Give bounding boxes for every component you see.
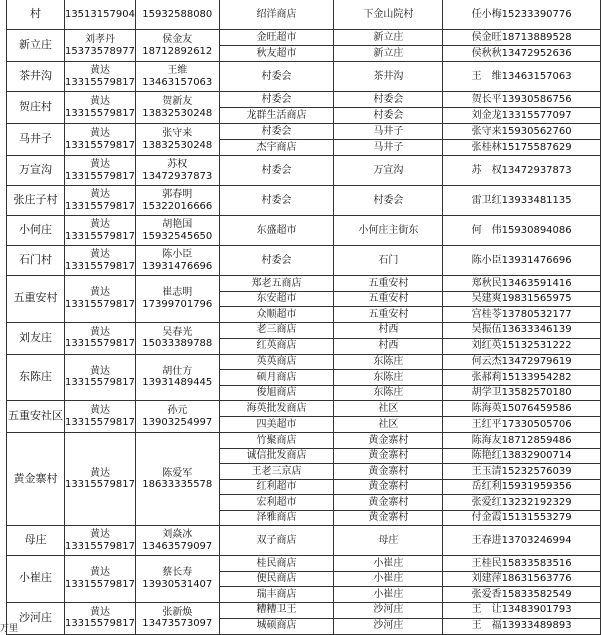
shop-owner-phone-cell: 张守来15930562760 <box>443 124 601 140</box>
table-row <box>7 216 601 246</box>
shop-location-cell: 黄金寨村 <box>334 448 443 464</box>
shop-owner-phone-cell: 陈小臣13931476696 <box>443 246 601 276</box>
shop-name-cell: 村委会 <box>219 62 334 92</box>
shop-location-cell: 村委会 <box>334 92 443 108</box>
liaison-contact-cell: 张守来 13832530248 <box>135 124 219 156</box>
shop-name-cell: 王老三京店 <box>219 464 334 480</box>
shop-name-cell: 海英批发商店 <box>219 401 334 417</box>
shop-name-cell: 众顺超市 <box>219 307 334 323</box>
shop-name-cell: 村委会 <box>219 124 334 140</box>
liaison-contact-cell: 张新焕 13473573097 <box>135 602 219 634</box>
village-name-cell: 小崔庄 <box>7 556 65 603</box>
shop-name-cell: 竹聚商店 <box>219 433 334 449</box>
shop-location-cell: 黄金寨村 <box>334 433 443 449</box>
shop-owner-phone-cell: 侯金旺18713889528 <box>443 30 601 46</box>
shop-name-cell: 泽雅商店 <box>219 510 334 526</box>
liaison-contact-cell: 孙元 13903254997 <box>135 401 219 433</box>
liaison-contact-cell: 苏权 13472937873 <box>135 156 219 186</box>
shop-name-cell: 英英商店 <box>219 354 334 370</box>
shop-owner-phone-cell: 郑秋民13463591416 <box>443 276 601 292</box>
leader-contact-cell: 黄达 13315579817 <box>64 246 135 276</box>
village-name-cell: 刘友庄 <box>7 322 65 354</box>
leader-contact-cell: 黄达 13315579817 <box>64 186 135 216</box>
leader-contact-cell: 黄达 13315579817 <box>64 401 135 433</box>
shop-owner-phone-cell: 王春进13703246994 <box>443 526 601 556</box>
village-name-cell: 张庄子村 <box>7 186 65 216</box>
shop-owner-phone-cell: 何 伟15930894086 <box>443 216 601 246</box>
shop-name-cell: 硕月商店 <box>219 370 334 386</box>
shop-name-cell: 郑老五商店 <box>219 276 334 292</box>
shop-owner-phone-cell: 吴振伍13633346139 <box>443 322 601 338</box>
leader-contact-cell: 刘孝丹 15373578977 <box>64 30 135 62</box>
leader-contact-cell: 黄达 13315579817 <box>64 156 135 186</box>
shop-location-cell: 东陈庄 <box>334 385 443 401</box>
leader-contact-cell: 黄达 13315579817 <box>64 322 135 354</box>
village-name-cell: 马井子 <box>7 124 65 156</box>
shop-location-cell: 五重安村 <box>334 276 443 292</box>
shop-owner-phone-cell: 雷卫红13933481135 <box>443 186 601 216</box>
village-name-cell: 小何庄 <box>7 216 65 246</box>
shop-location-cell: 新立庄 <box>334 46 443 62</box>
leader-contact-cell: 黄达 13315579817 <box>64 92 135 124</box>
shop-owner-phone-cell: 岳红利15931959356 <box>443 479 601 495</box>
shop-owner-phone-cell: 胡学卫13582570180 <box>443 385 601 401</box>
table-row <box>7 186 601 216</box>
shop-location-cell: 马井子 <box>334 140 443 156</box>
village-name-cell: 万宣沟 <box>7 156 65 186</box>
shop-location-cell: 社区 <box>334 401 443 417</box>
shop-name-cell: 东安超市 <box>219 291 334 307</box>
leader-contact-cell: 黄达 13315579817 <box>64 276 135 323</box>
shop-name-cell: 村委会 <box>219 156 334 186</box>
shop-owner-phone-cell: 陈海英15076459586 <box>443 401 601 417</box>
leader-contact-cell: 黄达 13315579817 <box>64 433 135 526</box>
table-row <box>7 0 601 30</box>
village-name-cell: 沙河庄 <box>7 602 65 634</box>
table-row <box>7 433 601 449</box>
shop-location-cell: 沙河庄 <box>334 618 443 634</box>
table-row <box>7 322 601 338</box>
shop-location-cell: 母庄 <box>334 526 443 556</box>
liaison-contact-cell: 侯金友 18712892612 <box>135 30 219 62</box>
leader-contact-cell: 黄达 13315579817 <box>64 62 135 92</box>
shop-owner-phone-cell: 付金霞15131553279 <box>443 510 601 526</box>
village-name-cell: 石门村 <box>7 246 65 276</box>
shop-name-cell: 瑞丰商店 <box>219 587 334 603</box>
liaison-contact-cell: 陈爱军 18633335578 <box>135 433 219 526</box>
liaison-contact-cell: 蔡长寿 13930531407 <box>135 556 219 603</box>
left-edge-text: 万里 <box>0 624 19 634</box>
shop-owner-phone-cell: 王桂民15833583516 <box>443 556 601 572</box>
shop-owner-phone-cell: 刘红英15132531222 <box>443 338 601 354</box>
shop-owner-phone-cell: 王玉清15232576039 <box>443 464 601 480</box>
table-row <box>7 401 601 417</box>
shop-owner-phone-cell: 陈艳红13832900714 <box>443 448 601 464</box>
liaison-contact-cell: 崔志明 17399701796 <box>135 276 219 323</box>
shop-owner-phone-cell: 王红平17330505706 <box>443 417 601 433</box>
leader-contact-cell: 黄达 13315579817 <box>64 602 135 634</box>
shop-name-cell: 宏利超市 <box>219 495 334 511</box>
liaison-contact-cell: 王维 13463157063 <box>135 62 219 92</box>
shop-location-cell: 黄金寨村 <box>334 464 443 480</box>
shop-name-cell: 村委会 <box>219 246 334 276</box>
shop-owner-phone-cell: 张桂林15175587629 <box>443 140 601 156</box>
shop-location-cell: 社区 <box>334 417 443 433</box>
shop-location-cell: 万宣沟 <box>334 156 443 186</box>
liaison-contact-cell: 郭春明 15322016666 <box>135 186 219 216</box>
village-name-cell: 村 <box>7 0 65 30</box>
shop-location-cell: 小崔庄 <box>334 587 443 603</box>
shop-owner-phone-cell: 宫桂苓13780532177 <box>443 307 601 323</box>
village-name-cell: 母庄 <box>7 526 65 556</box>
table-body <box>7 0 601 634</box>
table-row <box>7 30 601 46</box>
shop-location-cell: 村西 <box>334 322 443 338</box>
shop-owner-phone-cell: 张郝莉15133954282 <box>443 370 601 386</box>
leader-contact-cell: 黄达 13315579817 <box>64 354 135 401</box>
shop-location-cell: 村西 <box>334 338 443 354</box>
shop-location-cell: 新立庄 <box>334 30 443 46</box>
village-contact-table <box>6 0 601 635</box>
shop-owner-phone-cell: 贺长平13930586756 <box>443 92 601 108</box>
shop-name-cell: 村委会 <box>219 92 334 108</box>
shop-name-cell: 俊旭商店 <box>219 385 334 401</box>
shop-owner-phone-cell: 王 福13933489893 <box>443 618 601 634</box>
liaison-contact-cell: 胡艳国 15932545650 <box>135 216 219 246</box>
shop-name-cell: 杰宇商店 <box>219 140 334 156</box>
shop-owner-phone-cell: 陈海友18712859486 <box>443 433 601 449</box>
shop-name-cell: 村委会 <box>219 186 334 216</box>
shop-location-cell: 石门 <box>334 246 443 276</box>
shop-location-cell: 村委会 <box>334 186 443 216</box>
leader-contact-cell: 黄达 13315579817 <box>64 124 135 156</box>
table-row <box>7 156 601 186</box>
village-name-cell: 五重安村 <box>7 276 65 323</box>
table-row <box>7 276 601 292</box>
table-row <box>7 526 601 556</box>
shop-owner-phone-cell: 王 维13463157063 <box>443 62 601 92</box>
shop-owner-phone-cell: 刘金龙13315577097 <box>443 108 601 124</box>
table-row <box>7 556 601 572</box>
shop-name-cell: 诚信批发商店 <box>219 448 334 464</box>
shop-name-cell: 东盛超市 <box>219 216 334 246</box>
shop-owner-phone-cell: 侯秋秋13472952636 <box>443 46 601 62</box>
table-row <box>7 354 601 370</box>
shop-name-cell: 便民商店 <box>219 571 334 587</box>
shop-location-cell: 村委会 <box>334 108 443 124</box>
shop-location-cell: 黄金寨村 <box>334 495 443 511</box>
shop-name-cell: 四美超市 <box>219 417 334 433</box>
liaison-contact-cell: 陈小臣 13931476696 <box>135 246 219 276</box>
shop-owner-phone-cell: 吴建爽19831565975 <box>443 291 601 307</box>
shop-owner-phone-cell: 王 让13483901793 <box>443 602 601 618</box>
table-row <box>7 92 601 108</box>
shop-location-cell: 马井子 <box>334 124 443 140</box>
shop-name-cell: 龙群生活商店 <box>219 108 334 124</box>
table-row <box>7 62 601 92</box>
shop-name-cell: 红利超市 <box>219 479 334 495</box>
shop-location-cell: 东陈庄 <box>334 370 443 386</box>
liaison-contact-cell: 刘焱冰 13463579097 <box>135 526 219 556</box>
leader-contact-cell: 黄达 13315579817 <box>64 556 135 603</box>
shop-owner-phone-cell: 刘建萍18631563776 <box>443 571 601 587</box>
shop-location-cell: 小崔庄 <box>334 571 443 587</box>
shop-owner-phone-cell: 张爱红13232192329 <box>443 495 601 511</box>
village-name-cell: 贺庄村 <box>7 92 65 124</box>
shop-location-cell: 黄金寨村 <box>334 510 443 526</box>
shop-location-cell: 五重安村 <box>334 307 443 323</box>
village-name-cell: 茶井沟 <box>7 62 65 92</box>
village-name-cell: 五重安社区 <box>7 401 65 433</box>
liaison-contact-cell: 吴春光 15033389788 <box>135 322 219 354</box>
shop-location-cell: 五重安村 <box>334 291 443 307</box>
liaison-contact-cell: 15932588080 <box>135 0 219 30</box>
shop-location-cell: 下金山院村 <box>334 0 443 30</box>
shop-name-cell: 红英商店 <box>219 338 334 354</box>
shop-location-cell: 沙河庄 <box>334 602 443 618</box>
leader-contact-cell: 黄达 13315579817 <box>64 216 135 246</box>
shop-name-cell: 双子商店 <box>219 526 334 556</box>
shop-name-cell: 秋友超市 <box>219 46 334 62</box>
liaison-contact-cell: 胡仕方 13931489445 <box>135 354 219 401</box>
shop-name-cell: 糟糟卫王 <box>219 602 334 618</box>
shop-owner-phone-cell: 张爱香15833582549 <box>443 587 601 603</box>
shop-name-cell: 桂民商店 <box>219 556 334 572</box>
village-name-cell: 黄金寨村 <box>7 433 65 526</box>
leader-contact-cell: 13513157904 <box>64 0 135 30</box>
shop-location-cell: 茶井沟 <box>334 62 443 92</box>
shop-name-cell: 绍洋商店 <box>219 0 334 30</box>
liaison-contact-cell: 贺新友 13832530248 <box>135 92 219 124</box>
shop-location-cell: 黄金寨村 <box>334 479 443 495</box>
shop-name-cell: 金旺超市 <box>219 30 334 46</box>
shop-location-cell: 小何庄主街东 <box>334 216 443 246</box>
shop-owner-phone-cell: 苏 权13472937873 <box>443 156 601 186</box>
shop-name-cell: 城硕商店 <box>219 618 334 634</box>
shop-name-cell: 老三商店 <box>219 322 334 338</box>
shop-owner-phone-cell: 何云杰13472979619 <box>443 354 601 370</box>
table-row <box>7 124 601 140</box>
village-name-cell: 新立庄 <box>7 30 65 62</box>
shop-owner-phone-cell: 任小梅15233390776 <box>443 0 601 30</box>
table-row <box>7 602 601 618</box>
leader-contact-cell: 黄达 13315579817 <box>64 526 135 556</box>
shop-location-cell: 小崔庄 <box>334 556 443 572</box>
shop-location-cell: 东陈庄 <box>334 354 443 370</box>
table-row <box>7 246 601 276</box>
village-name-cell: 东陈庄 <box>7 354 65 401</box>
